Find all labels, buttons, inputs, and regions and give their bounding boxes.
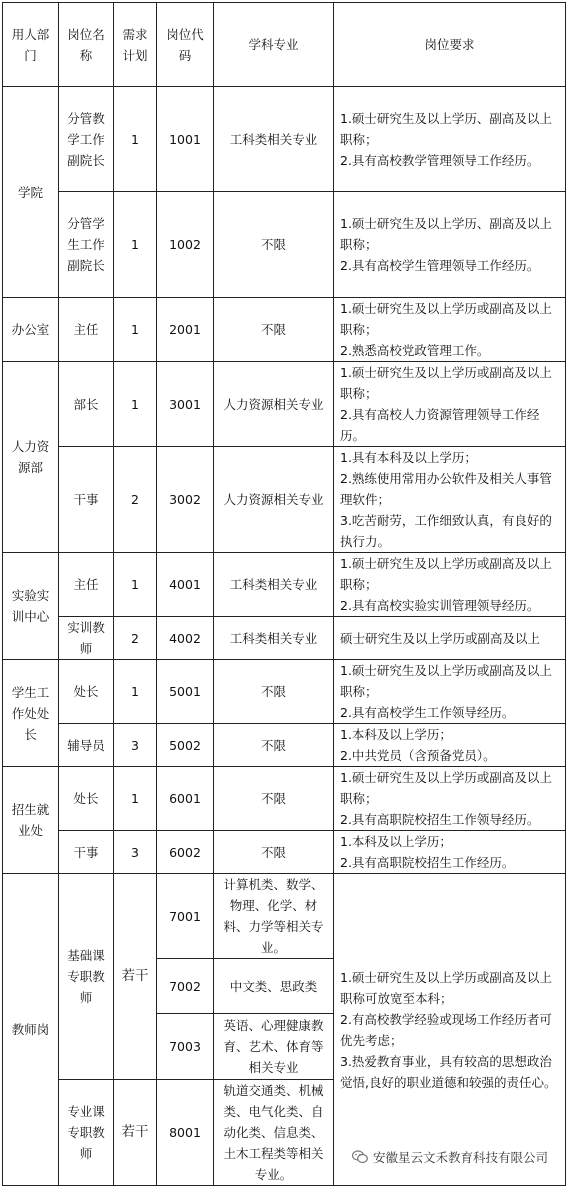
req-cell: 1.硕士研究生及以上学历或副高及以上职称可放宽至本科； 2.有高校教学经验或现场工作经历者可优先考虑； 3.热爱教育事业，具有较高的思想政治觉悟,良好的职业道德和较强的责任心。: [334, 874, 566, 1186]
num-cell: 1: [114, 362, 157, 447]
table-row: [3, 660, 566, 724]
req-cell: 1.硕士研究生及以上学历或副高及以上职称； 2.具有高校学生工作领导经历。: [334, 660, 566, 724]
code-cell: 8001: [157, 1080, 214, 1186]
watermark: [349, 1147, 551, 1167]
major-cell: 不限: [214, 724, 334, 767]
post-cell: 部长: [59, 362, 114, 447]
wechat-icon: [352, 1150, 368, 1164]
post-cell: 分管教学工作副院长: [59, 87, 114, 192]
num-cell: 若干: [114, 1080, 157, 1186]
header-req: 岗位要求: [334, 3, 566, 87]
dept-cell: 实验实训中心: [3, 553, 59, 660]
major-cell: 计算机类、数学、物理、化学、材料、力学等相关专业。: [214, 874, 334, 959]
header-num: 需求计划: [114, 3, 157, 87]
num-cell: 1: [114, 87, 157, 192]
table-row: [3, 553, 566, 617]
dept-cell: 人力资源部: [3, 362, 59, 553]
code-cell: 3001: [157, 362, 214, 447]
num-cell: 1: [114, 298, 157, 362]
major-cell: 不限: [214, 767, 334, 831]
post-cell: 处长: [59, 767, 114, 831]
dept-cell: 办公室: [3, 298, 59, 362]
table-row: [3, 617, 566, 660]
code-cell: 7002: [157, 959, 214, 1014]
post-cell: 辅导员: [59, 724, 114, 767]
post-cell: 主任: [59, 298, 114, 362]
post-cell: 专业课专职教师: [59, 1080, 114, 1186]
header-major: 学科专业: [214, 3, 334, 87]
code-cell: 5002: [157, 724, 214, 767]
code-cell: 6001: [157, 767, 214, 831]
num-cell: 2: [114, 617, 157, 660]
req-cell: 硕士研究生及以上学历或副高及以上: [334, 617, 566, 660]
code-cell: 3002: [157, 447, 214, 553]
table-row: [3, 767, 566, 831]
major-cell: 不限: [214, 660, 334, 724]
major-cell: 不限: [214, 298, 334, 362]
code-cell: 7001: [157, 874, 214, 959]
code-cell: 7003: [157, 1014, 214, 1080]
post-cell: 分管学生工作副院长: [59, 192, 114, 298]
recruitment-table: [2, 2, 566, 1186]
table-row: [3, 724, 566, 767]
table-row: [3, 874, 566, 959]
major-cell: 人力资源相关专业: [214, 362, 334, 447]
table-row: [3, 298, 566, 362]
major-cell: 工科类相关专业: [214, 617, 334, 660]
table-row: [3, 362, 566, 447]
req-cell: 1.硕士研究生及以上学历或副高及以上职称； 2.具有高职院校招生工作领导经历。: [334, 767, 566, 831]
code-cell: 4002: [157, 617, 214, 660]
code-cell: 1002: [157, 192, 214, 298]
major-cell: 人力资源相关专业: [214, 447, 334, 553]
header-dept: 用人部门: [3, 3, 59, 87]
major-cell: 英语、心理健康教育、艺术、体育等相关专业: [214, 1014, 334, 1080]
req-cell: 1.本科及以上学历； 2.具有高职院校招生工作经历。: [334, 831, 566, 874]
table-row: [3, 87, 566, 192]
header-row: [3, 3, 566, 87]
post-cell: 干事: [59, 447, 114, 553]
req-cell: 1.本科及以上学历； 2.中共党员（含预备党员）。: [334, 724, 566, 767]
req-cell: 1.硕士研究生及以上学历或副高及以上职称； 2.具有高校人力资源管理领导工作经历。: [334, 362, 566, 447]
code-cell: 5001: [157, 660, 214, 724]
major-cell: 中文类、思政类: [214, 959, 334, 1014]
num-cell: 1: [114, 767, 157, 831]
post-cell: 实训教师: [59, 617, 114, 660]
major-cell: 轨道交通类、机械类、电气化类、自动化类、信息类、土木工程类等相关专业。: [214, 1080, 334, 1186]
num-cell: 3: [114, 831, 157, 874]
code-cell: 6002: [157, 831, 214, 874]
dept-cell: 学院: [3, 87, 59, 298]
post-cell: 干事: [59, 831, 114, 874]
num-cell: 1: [114, 192, 157, 298]
post-cell: 主任: [59, 553, 114, 617]
dept-cell: 教师岗: [3, 874, 59, 1186]
major-cell: 不限: [214, 831, 334, 874]
table-row: [3, 192, 566, 298]
major-cell: 工科类相关专业: [214, 553, 334, 617]
num-cell: 若干: [114, 874, 157, 1080]
code-cell: 1001: [157, 87, 214, 192]
num-cell: 1: [114, 660, 157, 724]
req-cell: 1.硕士研究生及以上学历或副高及以上职称； 2.具有高校实验实训管理领导经历。: [334, 553, 566, 617]
req-cell: 1.硕士研究生及以上学历或副高及以上职称； 2.熟悉高校党政管理工作。: [334, 298, 566, 362]
post-cell: 基础课专职教师: [59, 874, 114, 1080]
code-cell: 2001: [157, 298, 214, 362]
post-cell: 处长: [59, 660, 114, 724]
watermark-text: 安徽星云文禾教育科技有限公司: [372, 1150, 548, 1165]
req-cell: 1.具有本科及以上学历； 2.熟练使用常用办公软件及相关人事管理软件； 3.吃苦耐劳，工作细致认真，有良好的执行力。: [334, 447, 566, 553]
header-post: 岗位名称: [59, 3, 114, 87]
req-cell: 1.硕士研究生及以上学历、副高及以上职称； 2.具有高校教学管理领导工作经历。: [334, 87, 566, 192]
num-cell: 1: [114, 553, 157, 617]
req-cell: 1.硕士研究生及以上学历、副高及以上职称； 2.具有高校学生管理领导工作经历。: [334, 192, 566, 298]
dept-cell: 学生工作处处长: [3, 660, 59, 767]
major-cell: 工科类相关专业: [214, 87, 334, 192]
num-cell: 2: [114, 447, 157, 553]
code-cell: 4001: [157, 553, 214, 617]
header-code: 岗位代码: [157, 3, 214, 87]
dept-cell: 招生就业处: [3, 767, 59, 874]
table-row: [3, 831, 566, 874]
major-cell: 不限: [214, 192, 334, 298]
table-row: [3, 447, 566, 553]
num-cell: 3: [114, 724, 157, 767]
